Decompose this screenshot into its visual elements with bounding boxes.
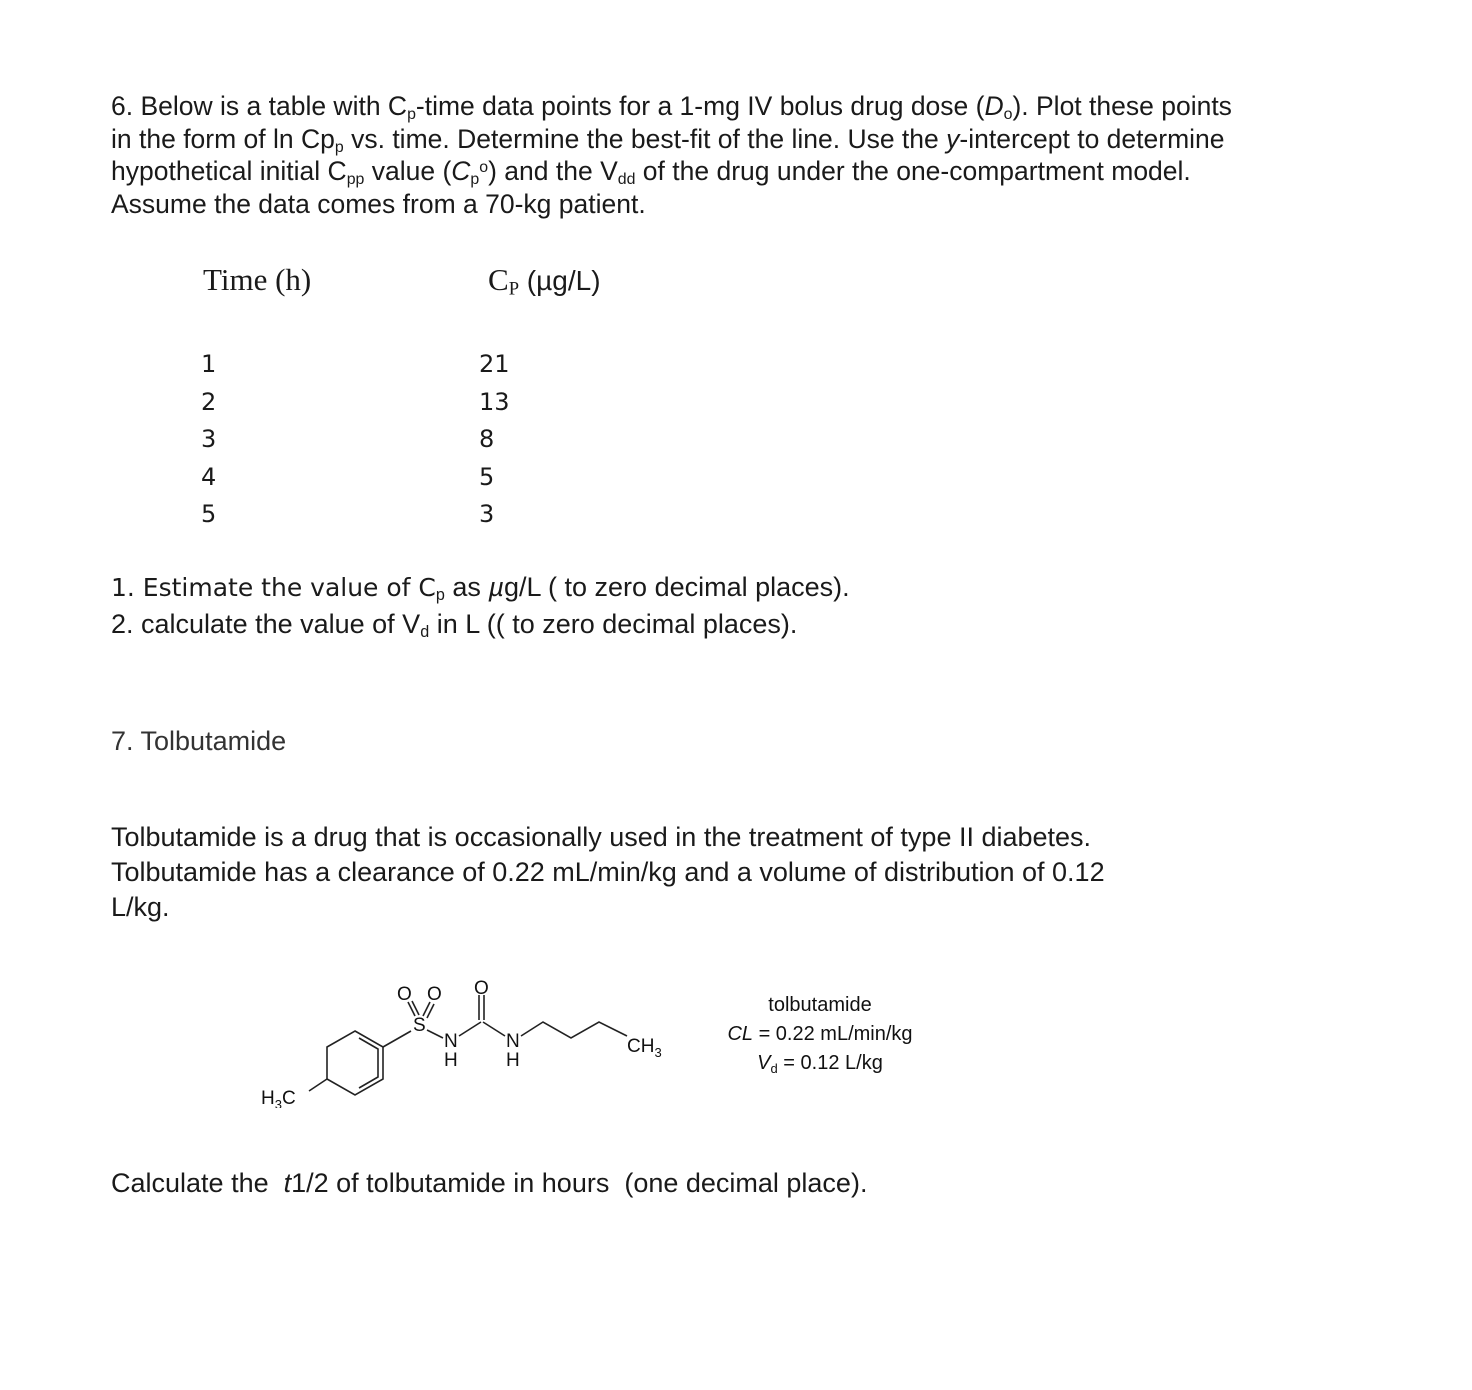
text: -intercept to determine [959,123,1225,154]
tolbutamide-line-2: Tolbutamide has a clearance of 0.22 mL/min/kg and a volume of distribution of 0.12 [111,857,1105,887]
tolbutamide-line-3: L/kg. [111,892,170,922]
tolbutamide-line-1: Tolbutamide is a drug that is occasionally used in the treatment of type II diabetes. [111,822,1092,852]
text: as [444,572,489,602]
subscript: p [435,586,445,605]
subscript: pp [346,170,365,188]
table-cell-time: 2 [201,387,217,416]
subscript: P [508,278,520,300]
text: H [261,1088,275,1108]
subscript: p [470,170,480,188]
subscript: 3 [654,1045,662,1060]
table-cell-time: 1 [201,350,217,378]
subscript: o [1003,105,1013,123]
question-7-title: 7. Tolbutamide [111,726,287,756]
text: ) and the V [488,156,618,186]
butyl-chain [521,1022,627,1038]
text: value ( [364,156,452,186]
methyl-label [627,1036,662,1060]
superscript: o [479,159,489,177]
q6-line-3 [111,155,1341,188]
q6-line-1 [111,90,1341,123]
table-cell-cp: 13 [479,387,510,416]
subscript: d [770,1061,778,1076]
y-symbol: y [946,123,960,154]
methyl-bond [309,1079,327,1091]
hydrogen-label: H [506,1050,520,1071]
oxygen-label: O [397,984,412,1005]
text: = 0.12 L/kg [777,1052,883,1074]
text: 2. calculate the value of V [111,609,421,639]
half-life-question [111,1168,867,1199]
nitrogen-carbonyl-bond [459,1022,481,1036]
subquestion-2 [111,609,797,640]
text: 1/2 of tolbutamide in hours (one decimal place). [291,1168,868,1198]
subscript: dd [617,170,636,188]
oxygen-label: O [427,984,442,1005]
subscript: p [334,138,344,156]
text: in L (( to zero decimal places). [429,609,798,639]
q6-line-4: Assume the data comes from a 70-kg patient. [111,188,646,219]
volume-text [757,1052,883,1076]
structure-labels [261,978,662,1108]
text: V [757,1052,771,1074]
oxygen-label: O [474,978,489,999]
table-cell-time: 4 [201,462,217,491]
text: 6. Below is a table with C [111,91,408,121]
text: hypothetical initial C [111,156,347,186]
text: C [281,1088,296,1108]
text: = 0.22 mL/min/kg [753,1023,913,1045]
text: -time data points for a 1-mg IV bolus drug dose ( [415,91,985,121]
subquestion-1 [111,572,850,603]
cp-symbol: C [451,156,471,186]
ring-sulfur-bond [383,1031,411,1047]
text: g/L ( to zero decimal places). [504,572,850,602]
sulfur-nitrogen-bond [427,1030,443,1038]
benzene-ring [327,1031,383,1095]
nitrogen-label: N [506,1031,520,1052]
table-cell-cp: 21 [479,350,510,378]
text: Calculate the [111,1168,284,1198]
table-cp-column [479,350,510,538]
micro-symbol: µ [488,572,504,602]
text: 1. Estimate the value of C [111,573,436,602]
dose-symbol: D [984,91,1004,121]
text: in the form of ln Cp [111,123,335,154]
table-cell-time: 3 [201,425,217,453]
nitrogen-label: N [444,1031,458,1052]
table-header-cp [488,262,601,298]
t-symbol: t [283,1168,292,1198]
sulfur-label: S [413,1015,426,1036]
table-cell-cp: 3 [479,500,495,528]
tolbutamide-structure [255,978,955,1108]
text: CL [727,1023,754,1045]
drug-name: tolbutamide [768,994,872,1016]
text: ). Plot these points [1012,91,1232,121]
text: of the drug under the one-compartment model. [635,156,1191,186]
benzene-inner-bond [359,1038,378,1088]
subscript: d [420,623,430,642]
table-header-time: Time (h) [203,262,312,297]
structure-bonds [309,995,627,1095]
text: CH [627,1036,655,1057]
tolbutamide-info [727,994,912,1076]
table-cell-time: 5 [201,500,217,528]
question-6-text [111,90,1341,220]
text: C [488,262,509,297]
subscript: p [407,105,416,123]
table-cell-cp: 8 [479,425,495,453]
carbonyl-nitrogen-bond [483,1022,505,1036]
tolbutamide-paragraph [111,820,1311,925]
table-time-column [201,350,216,538]
subscript: 3 [274,1097,282,1108]
text: (µg/L) [519,265,601,296]
text: vs. time. Determine the best-fit of the line. Use the [343,123,947,154]
q6-line-2 [111,123,1341,156]
hydrogen-label: H [444,1050,458,1071]
clearance-text [727,1023,912,1045]
table-cell-cp: 5 [479,462,495,491]
methyl-label-h3c [261,1088,296,1108]
